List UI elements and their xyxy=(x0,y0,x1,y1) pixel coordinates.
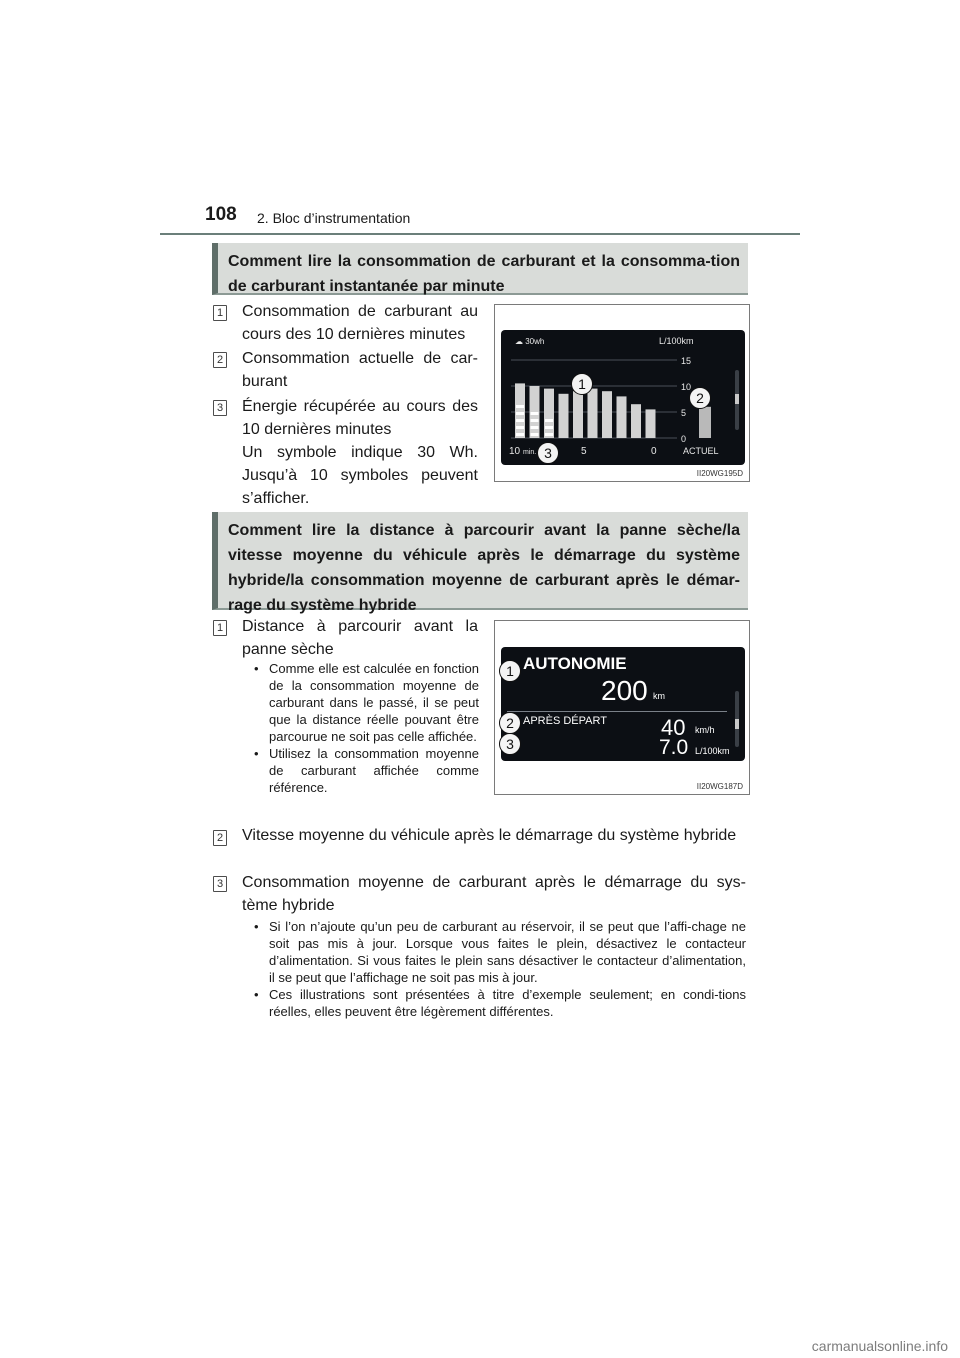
figure-code: II20WG195D xyxy=(696,469,743,478)
current-label: ACTUEL xyxy=(683,446,719,456)
header-rule xyxy=(160,233,800,235)
item-number-2: 2 xyxy=(213,352,227,368)
energy-symbol xyxy=(545,433,553,436)
range-unit: km xyxy=(653,691,665,701)
range-value: 200 xyxy=(601,675,648,706)
item-number-2: 2 xyxy=(213,830,227,846)
consumption-figure xyxy=(494,304,750,482)
energy-symbol xyxy=(545,419,553,422)
bullet-text: • Comme elle est calculée en fonction de la consommation moyenne de carburant dans le passé, il se peut que la distance réelle pouvant être parcourue ne soit pas celle affichée. xyxy=(254,660,479,745)
item-number-3: 3 xyxy=(213,876,227,892)
energy-label: ☁ 30wh xyxy=(515,337,545,346)
section1-item-3-text: Énergie récupérée au cours des 10 dernières minutes xyxy=(242,398,478,438)
section2-item-1-bullets xyxy=(254,660,479,796)
energy-symbol xyxy=(516,412,524,415)
current-bar xyxy=(699,407,711,438)
energy-symbol xyxy=(516,433,524,436)
consumption-value: 7.0 xyxy=(659,736,689,759)
item-number-1: 1 xyxy=(213,620,227,636)
section1-item-3-extra: Un symbole indique 30 Wh. Jusqu’à 10 symboles peuvent s’afficher. xyxy=(242,444,478,507)
consumption-bar xyxy=(631,404,641,438)
energy-symbol xyxy=(531,426,539,429)
section1-item-2-text: Consommation actuelle de car-burant xyxy=(242,350,478,390)
callout-3: 3 xyxy=(537,442,559,464)
watermark: carmanualsonline.info xyxy=(811,1338,948,1354)
section1-heading xyxy=(212,243,748,295)
scroll-track xyxy=(735,691,739,747)
scroll-thumb xyxy=(735,719,739,729)
speed-value: 40 xyxy=(661,715,686,740)
since-start-label: APRÈS DÉPART xyxy=(523,715,607,727)
consumption-unit: L/100km xyxy=(695,746,730,756)
item-number-3: 3 xyxy=(213,400,227,416)
callout-2: 2 xyxy=(689,387,711,409)
page-number: 108 xyxy=(205,204,237,225)
section2-heading xyxy=(212,512,748,614)
energy-symbol xyxy=(531,433,539,436)
section1-item-1-text: Consommation de carburant au cours des 10 dernières minutes xyxy=(242,303,478,343)
display-divider xyxy=(507,711,727,712)
y-tick-label: 15 xyxy=(681,356,692,366)
callout-2: 2 xyxy=(499,712,521,734)
x-label: 10 xyxy=(509,446,521,457)
energy-symbol xyxy=(545,426,553,429)
section2-item-3-text: Consommation moyenne de carburant après le démarrage du sys-tème hybride xyxy=(242,874,746,914)
scroll-thumb xyxy=(735,394,739,404)
energy-symbol xyxy=(516,419,524,422)
item-number-1: 1 xyxy=(213,305,227,321)
consumption-bar xyxy=(559,394,569,438)
consumption-bar xyxy=(602,391,612,438)
callout-1: 1 xyxy=(571,373,593,395)
unit-label: L/100km xyxy=(659,336,694,346)
bullet-text: • Ces illustrations sont présentées à titre d’exemple seulement; en condi-tions réelles, elles peuvent être légèrement différentes. xyxy=(254,986,746,1020)
y-tick-label: 5 xyxy=(681,408,687,418)
consumption-bar xyxy=(515,383,525,438)
section2-title: Comment lire la distance à parcourir avant la panne sèche/la vitesse moyenne du véhicule après le démarrage du système hybride/la consommation moyenne de carburant après le démar-rage du système hybride xyxy=(228,522,740,614)
chapter-title: 2. Bloc d’instrumentation xyxy=(257,210,411,226)
energy-symbol xyxy=(531,412,539,415)
range-title: AUTONOMIE xyxy=(523,654,627,673)
consumption-bar xyxy=(573,391,583,438)
figure-code: II20WG187D xyxy=(696,782,743,791)
x-label: 5 xyxy=(581,446,587,457)
energy-symbol xyxy=(516,405,524,408)
energy-symbol xyxy=(516,426,524,429)
consumption-bar xyxy=(544,389,554,438)
section2-item-1-text: Distance à parcourir avant la panne sèche xyxy=(242,618,478,658)
speed-unit: km/h xyxy=(695,725,715,735)
callout-1: 1 xyxy=(499,660,521,682)
y-tick-label: 0 xyxy=(681,434,687,444)
consumption-bar xyxy=(617,396,627,438)
section1-title: Comment lire la consommation de carburant et la consomma-tion de carburant instantanée par minute xyxy=(228,253,740,295)
trip-info-display xyxy=(501,647,745,761)
bullet-text: • Si l’on n’ajoute qu’un peu de carburant au réservoir, il se peut que l’affi-chage ne soit pas mis à jour. Lorsque vous faites le plein, désactivez le contacteur d’alimentation. Si vous faites le plein sans désactiver le contacteur d’alimentation, il se peut que l’affichage ne soit pas mis à jour. xyxy=(254,918,746,986)
y-tick-label: 10 xyxy=(681,382,692,392)
consumption-bar xyxy=(646,409,656,438)
trip-info-figure xyxy=(494,620,750,795)
consumption-bar xyxy=(588,389,598,438)
x-label: 0 xyxy=(651,446,657,457)
section2-item-2-text: Vitesse moyenne du véhicule après le démarrage du système hybride xyxy=(242,827,737,844)
energy-symbol xyxy=(531,419,539,422)
callout-3: 3 xyxy=(499,733,521,755)
bullet-text: • Utilisez la consommation moyenne de carburant affichée comme référence. xyxy=(254,745,479,796)
x-label: min. xyxy=(523,449,537,456)
section2-item-3-bullets xyxy=(254,918,746,1020)
